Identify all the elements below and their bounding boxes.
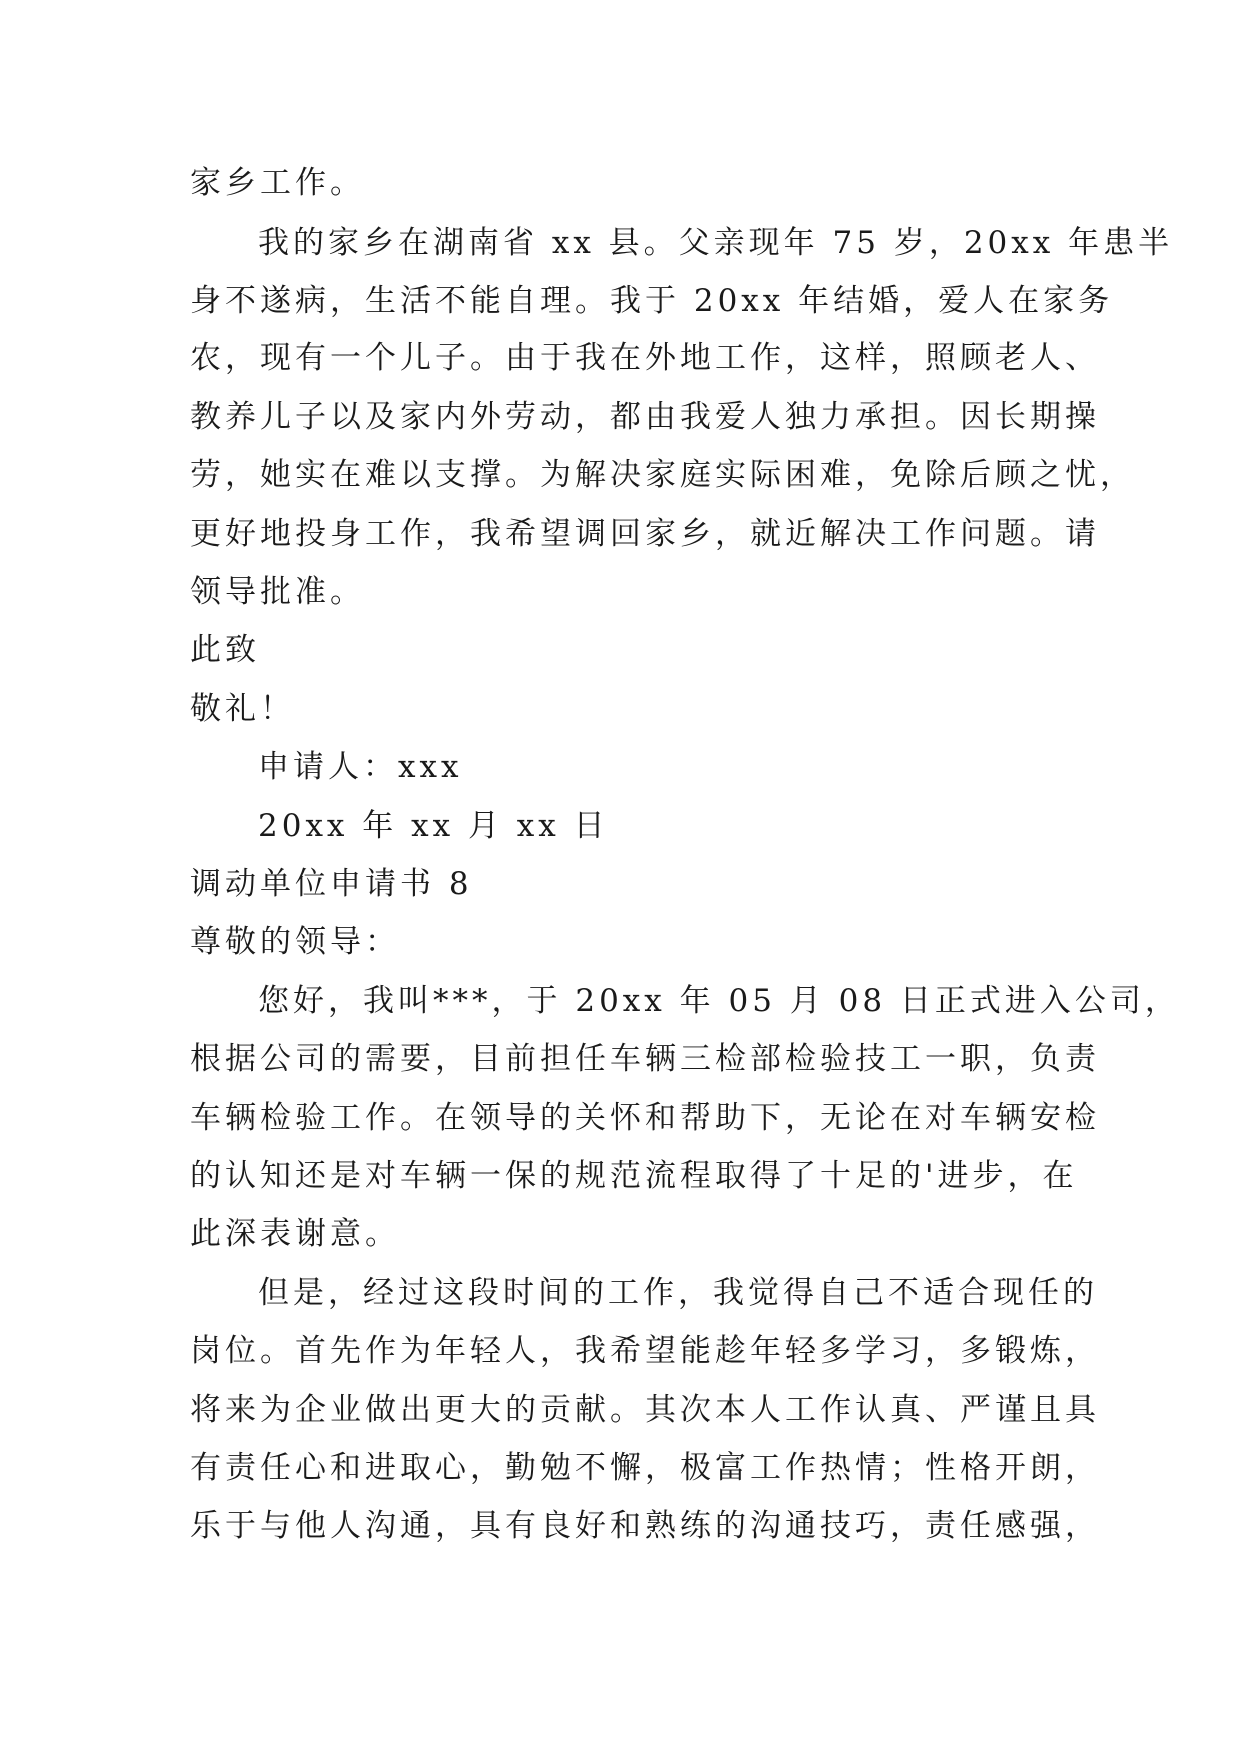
paragraph-line: 身不遂病，生活不能自理。我于 20xx 年结婚，爱人在家务 bbox=[190, 283, 1114, 319]
salutation-line: 敬礼！ bbox=[190, 691, 295, 727]
paragraph-line: 有责任心和进取心，勤勉不懈，极富工作热情；性格开朗， bbox=[190, 1450, 1100, 1486]
paragraph-line: 但是，经过这段时间的工作，我觉得自己不适合现任的 bbox=[258, 1275, 1098, 1311]
paragraph-line: 将来为企业做出更大的贡献。其次本人工作认真、严谨且具 bbox=[190, 1392, 1100, 1428]
paragraph-line: 家乡工作。 bbox=[190, 165, 365, 201]
paragraph-line: 此深表谢意。 bbox=[190, 1216, 400, 1252]
date-line: 20xx 年 xx 月 xx 日 bbox=[258, 808, 609, 844]
paragraph-line: 教养儿子以及家内外劳动，都由我爱人独力承担。因长期操 bbox=[190, 399, 1100, 435]
paragraph-line: 我的家乡在湖南省 xx 县。父亲现年 75 岁，20xx 年患半 bbox=[258, 225, 1174, 261]
paragraph-line: 劳，她实在难以支撑。为解决家庭实际困难，免除后顾之忧， bbox=[190, 457, 1135, 493]
paragraph-line: 根据公司的需要，目前担任车辆三检部检验技工一职，负责 bbox=[190, 1041, 1100, 1077]
paragraph-line: 农，现有一个儿子。由于我在外地工作，这样，照顾老人、 bbox=[190, 340, 1100, 376]
paragraph-line: 车辆检验工作。在领导的关怀和帮助下，无论在对车辆安检 bbox=[190, 1100, 1100, 1136]
closing-line: 此致 bbox=[190, 632, 260, 668]
paragraph-line: 更好地投身工作，我希望调回家乡，就近解决工作问题。请 bbox=[190, 516, 1100, 552]
paragraph-line: 您好，我叫***，于 20xx 年 05 月 08 日正式进入公司， bbox=[258, 983, 1180, 1019]
paragraph-line: 的认知还是对车辆一保的规范流程取得了十足的'进步，在 bbox=[190, 1158, 1078, 1194]
section-title: 调动单位申请书 8 bbox=[190, 866, 473, 902]
paragraph-line: 乐于与他人沟通，具有良好和熟练的沟通技巧，责任感强， bbox=[190, 1508, 1100, 1544]
paragraph-line: 岗位。首先作为年轻人，我希望能趁年轻多学习，多锻炼， bbox=[190, 1333, 1100, 1369]
greeting-line: 尊敬的领导： bbox=[190, 924, 400, 960]
paragraph-line: 领导批准。 bbox=[190, 574, 365, 610]
applicant-line: 申请人：xxx bbox=[258, 749, 463, 785]
